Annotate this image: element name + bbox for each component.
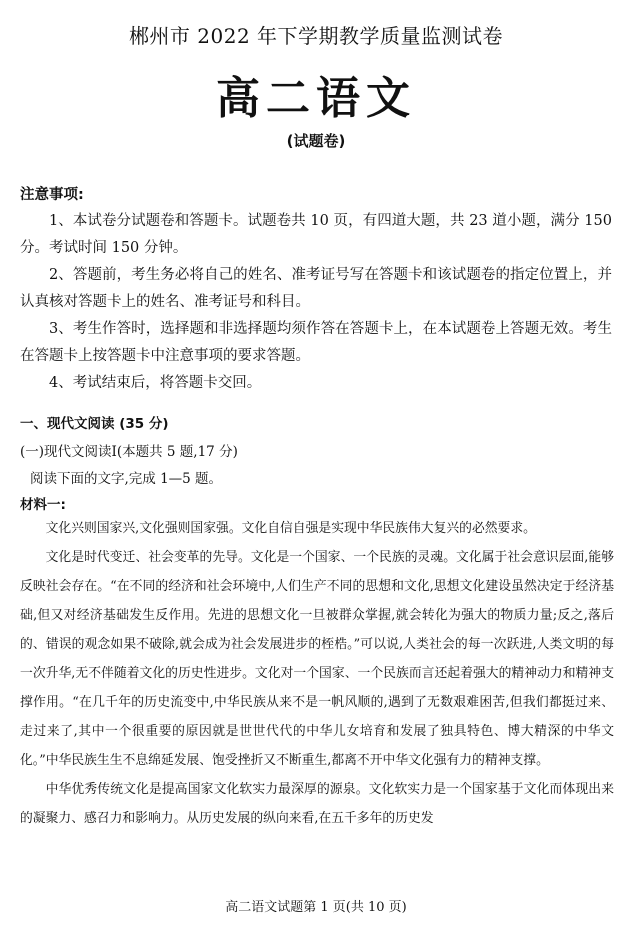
notice-item: 3、考生作答时，选择题和非选择题均须作答在答题卡上，在本试题卷上答题无效。考生在答题卡上按答题卡中注意事项的要求答题。 [20,321,612,364]
material-label: 材料一: [20,497,66,513]
exam-header: 郴州市 2022 年下学期教学质量监测试卷 [128,24,504,48]
notice-heading: 注意事项: [20,187,84,203]
passage-paragraph: 中华优秀传统文化是提高国家文化软实力最深厚的源泉。文化软实力是一个国家基于文化而体现出来的凝聚力、感召力和影响力。从历史发展的纵向来看,在五千多年的历史发 [20,782,614,826]
passage-paragraph: 文化是时代变迁、社会变革的先导。文化是一个国家、一个民族的灵魂。文化属于社会意识层面,能够反映社会存在。“在不同的经济和社会环境中,人们生产不同的思想和文化,思想文化建设虽然决定于经济基础,但又对经济基础发生反作用。先进的思想文化一旦被群众掌握,就会转化为强大的物质力量;反之,落后的、错误的观念如果不破除,就会成为社会发展进步的桎梏。”可以说,人类社会的每一次跃进,人类文明的每一次升华,无不伴随着文化的历史性进步。文化对一个国家、一个民族而言还起着强大的精神动力和精神支撑作用。“在几千年的历史流变中,中华民族从来不是一帆风顺的,遇到了无数艰难困苦,但我们都挺过来、走过来了,其中一个很重要的原因就是世世代代的中华儿女培育和发展了独具特色、博大精深的中华文化。”中华民族生生不息绵延发展、饱受挫折又不断重生,都离不开中华文化强有力的精神支撑。 [20,550,614,768]
notice-item: 2、答题前，考生务必将自己的姓名、准考证号写在答题卡和该试题卷的指定位置上，并认真核对答题卡上的姓名、准考证号和科目。 [20,267,612,310]
notice-item: 1、本试卷分试题卷和答题卡。试题卷共 10 页，有四道大题，共 23 道小题，满分 150 分。考试时间 150 分钟。 [20,213,612,256]
exam-subtitle: (试题卷) [286,132,346,150]
notice-section [20,182,612,397]
reading-instruction: 阅读下面的文字,完成 1—5 题。 [30,471,223,487]
reading-passage [20,514,614,833]
subsection-title: (一)现代文阅读Ⅰ(本题共 5 题,17 分) [20,444,238,460]
exam-title: 高二语文 [216,73,416,124]
notice-item: 4、考试结束后，将答题卡交回。 [49,375,262,391]
page-footer: 高二语文试题第 1 页(共 10 页) [225,900,407,915]
passage-paragraph: 文化兴则国家兴,文化强则国家强。文化自信自强是实现中华民族伟大复兴的必然要求。 [45,521,536,536]
section-title: 一、现代文阅读 (35 分) [20,416,169,432]
